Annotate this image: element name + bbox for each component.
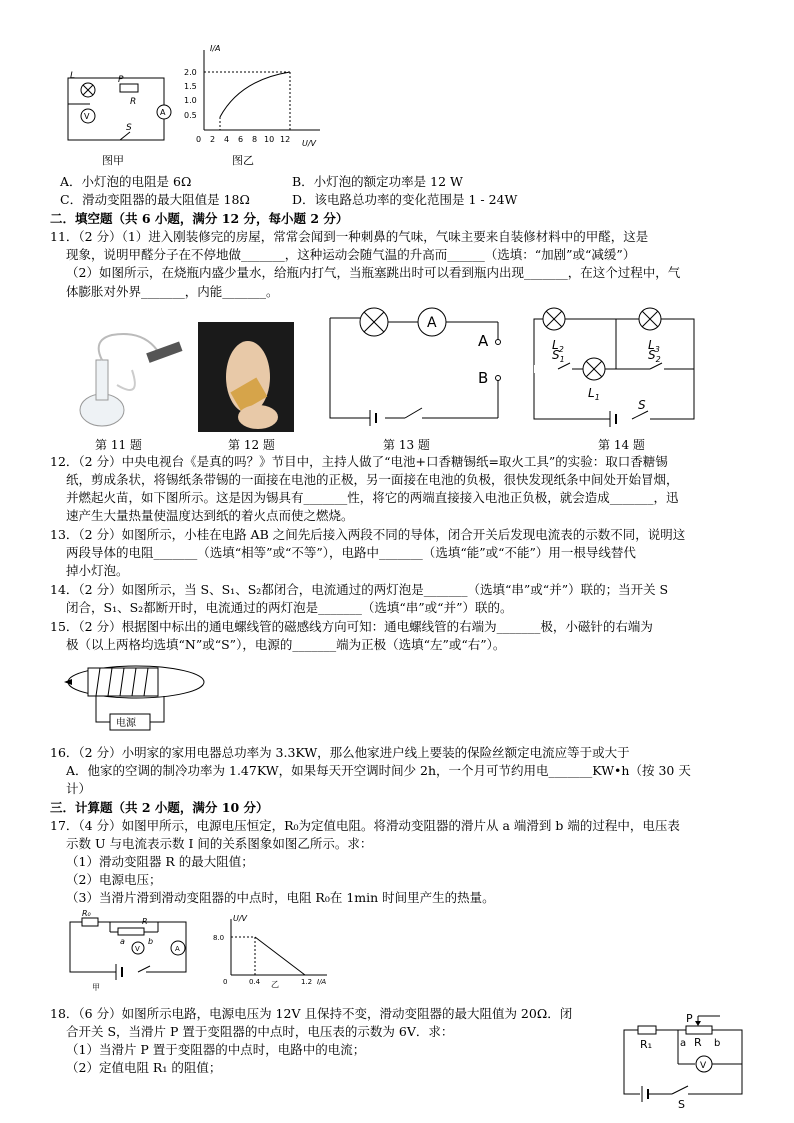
q11-line-4: 体膨胀对外界_______，内能_______。: [66, 284, 279, 299]
q14-S2: $S_2$: [648, 348, 661, 364]
caption-q11: 第 11 题: [95, 438, 142, 452]
q16-line-3: 计）: [66, 781, 92, 796]
caption-q14: 第 14 题: [598, 438, 645, 452]
q18-line-1: 18．（6 分）如图所示电路，电源电压为 12V 且保持不变，滑动变阻器的最大阻值为 20Ω．闭: [50, 1006, 573, 1021]
flask-image: [62, 330, 187, 430]
graph-xlabel: U/V: [302, 139, 317, 148]
q17-line-2: 示数 U 与电流表示数 I 间的关系图象如图乙所示。求：: [66, 836, 373, 851]
q18-line-3: （1）当滑片 P 置于变阻器的中点时，电路中的电流；: [66, 1042, 366, 1057]
q13-line-1: 13．（2 分）如图所示，小桂在电路 AB 之间先后接入两段不同的导体，闭合开关后发现电流表的示数不同，说明这: [50, 527, 686, 542]
q17-b: b: [148, 937, 154, 946]
q17-A: A: [175, 945, 180, 953]
q14-S1: $S_1$: [552, 348, 565, 364]
section-2-heading: 二．填空题（共 6 小题，满分 12 分，每小题 2 分）: [50, 211, 349, 226]
q17-caption-yi: 乙: [271, 980, 279, 989]
q11-line-2: 现象，说明甲醛分子在不停地做_______，这种运动会随气温的升高而______（选填：“加剧”或“减缓”）: [66, 247, 636, 262]
q17-line-1: 17．（4 分）如图甲所示，电源电压恒定，R₀为定值电阻。将滑动变阻器的滑片从 a 端滑到 b 端的过程中，电压表: [50, 818, 680, 833]
xtick-12: 12: [280, 135, 291, 144]
q14-line-2: 闭合，S₁、S₂都断开时，电流通过的两灯泡是_______（选填“串”或“并”）联的。: [66, 600, 513, 615]
q10-option-b: B．小灯泡的额定功率是 12 W: [292, 174, 463, 189]
q15-line-2: 极（以上两格均选填“N”或“S”），电源的_______端为正极（选填“左”或“右”）。: [66, 637, 506, 652]
q10-option-d: D．该电路总功率的变化范围是 1 - 24W: [292, 192, 518, 207]
caption-jia: 图甲: [102, 154, 124, 167]
q17-V: V: [135, 945, 140, 953]
ytick-1.5: 1.5: [184, 82, 197, 91]
q17-caption-jia: 甲: [92, 983, 100, 992]
ytick-1.0: 1.0: [184, 96, 197, 105]
section-3-heading: 三．计算题（共 2 小题，满分 10 分）: [50, 800, 269, 815]
ytick-0.5: 0.5: [184, 111, 197, 120]
q17-line-4: （2）电源电压；: [66, 872, 162, 887]
ytick-2.0: 2.0: [184, 68, 197, 77]
circuit-q18: [620, 1012, 750, 1111]
q14-L1: $L_1$: [588, 386, 600, 402]
caption-q12: 第 12 题: [228, 438, 275, 452]
xtick-2: 2: [210, 135, 216, 144]
graph-q17-yi: [215, 915, 335, 987]
tinfoil-photo: [198, 322, 294, 432]
q18-R: R: [694, 1036, 702, 1049]
xtick-4: 4: [224, 135, 230, 144]
circuit-q13: [330, 315, 505, 426]
q18-line-2: 合开关 S，当滑片 P 置于变阻器的中点时，电压表的示数为 6V．求：: [66, 1024, 454, 1039]
power-source-label: 电源: [116, 718, 136, 729]
q12-line-1: 12．（2 分）中央电视台《是真的吗？》节目中，主持人做了“电池+口香糖锡纸=取火工具”的实验：取口香糖锡: [50, 454, 668, 469]
q17-R: R: [142, 917, 148, 926]
q17-graph-y8: 8.0: [213, 934, 225, 942]
label-R: R: [130, 97, 137, 107]
graph-ylabel: I/A: [210, 44, 221, 53]
q17-line-3: （1）滑动变阻器 R 的最大阻值；: [66, 854, 254, 869]
label-S: S: [126, 123, 132, 133]
q10-option-a: A．小灯泡的电阻是 6Ω: [60, 174, 192, 189]
label-P: P: [118, 75, 124, 85]
xtick-0: 0: [196, 135, 202, 144]
q18-line-4: （2）定值电阻 R₁ 的阻值；: [66, 1060, 222, 1075]
label-V: V: [84, 112, 90, 121]
solenoid-diagram: [66, 660, 216, 742]
q17-graph-x12: 1.2: [301, 978, 313, 986]
q13-terminal-b: B: [478, 369, 489, 387]
q18-V: V: [700, 1061, 707, 1071]
label-A: A: [160, 108, 166, 117]
xtick-10: 10: [264, 135, 275, 144]
q13-line-3: 掉小灯泡。: [66, 563, 129, 578]
q17-graph-xlabel: I/A: [317, 978, 327, 986]
q17-R0: R₀: [82, 909, 91, 918]
q12-line-4: 速产生大量热量使温度达到纸的着火点而使之燃烧。: [66, 508, 354, 523]
q13-terminal-a: A: [478, 332, 489, 350]
label-L: L: [70, 71, 76, 81]
q13-line-2: 两段导体的电阻_______（选填“相等”或“不等”），电路中_______（选填“能”或“不能”）用一根导线替代: [66, 545, 636, 560]
caption-q13: 第 13 题: [383, 438, 430, 452]
q12-line-2: 纸，剪成条状，将锡纸条带锡的一面接在电池的正极，另一面接在电池的负极，很快发现纸条中间处开始冒烟，: [66, 472, 679, 487]
q17-graph-x04: 0.4: [249, 978, 261, 986]
q11-line-1: 11．（2 分）（1）进入刚装修完的房屋，常常会闻到一种刺鼻的气味，气味主要来自装修材料中的甲醛，这是: [50, 229, 649, 244]
q18-S: S: [678, 1098, 685, 1111]
circuit-q14: [530, 305, 700, 430]
q15-line-1: 15．（2 分）根据图中标出的通电螺线管的磁感线方向可知：通电螺线管的右端为_______极，小磁针的右端为: [50, 619, 653, 634]
q14-line-1: 14．（2 分）如图所示，当 S、S₁、S₂都闭合，电流通过的两灯泡是_______（选填“串”或“并”）联的；当开关 S: [50, 582, 669, 597]
q17-graph-ylabel: U/V: [233, 914, 248, 923]
q18-b: b: [714, 1038, 721, 1049]
circuit-q17-jia: [66, 909, 196, 982]
xtick-6: 6: [238, 135, 244, 144]
q18-R1: R₁: [640, 1038, 653, 1051]
q17-line-5: （3）当滑片滑到滑动变阻器的中点时，电阻 R₀在 1min 时间里产生的热量。: [66, 890, 495, 905]
q12-line-3: 并燃起火苗，如下图所示。这是因为锡具有_______性，将它的两端直接接入电池正负极，就会造成_______，迅: [66, 490, 679, 505]
q16-line-1: 16．（2 分）小明家的家用电器总功率为 3.3KW，那么他家进户线上要装的保险丝额定电流应等于或大于: [50, 745, 630, 760]
q16-line-2: A．他家的空调的制冷功率为 1.47KW，如果每天开空调时间少 2h，一个月可节约用电_______KW•h（按 30 天: [66, 763, 691, 778]
xtick-8: 8: [252, 135, 258, 144]
q14-L2: $L_2$: [552, 338, 564, 354]
q18-a: a: [680, 1038, 687, 1049]
q14-L3: $L_3$: [648, 338, 660, 354]
q18-P: P: [686, 1012, 693, 1025]
q17-a: a: [120, 937, 125, 946]
q17-graph-x0: 0: [223, 978, 228, 986]
graph-yi: [184, 44, 330, 155]
caption-yi: 图乙: [232, 154, 254, 167]
q11-line-3: （2）如图所示，在烧瓶内盛少量水，给瓶内打气，当瓶塞跳出时可以看到瓶内出现_______，在这个过程中，气: [66, 265, 681, 280]
q14-S: S: [638, 398, 646, 412]
q13-ammeter-label: A: [427, 315, 437, 331]
q10-option-c: C．滑动变阻器的最大阻值是 18Ω: [60, 192, 250, 207]
